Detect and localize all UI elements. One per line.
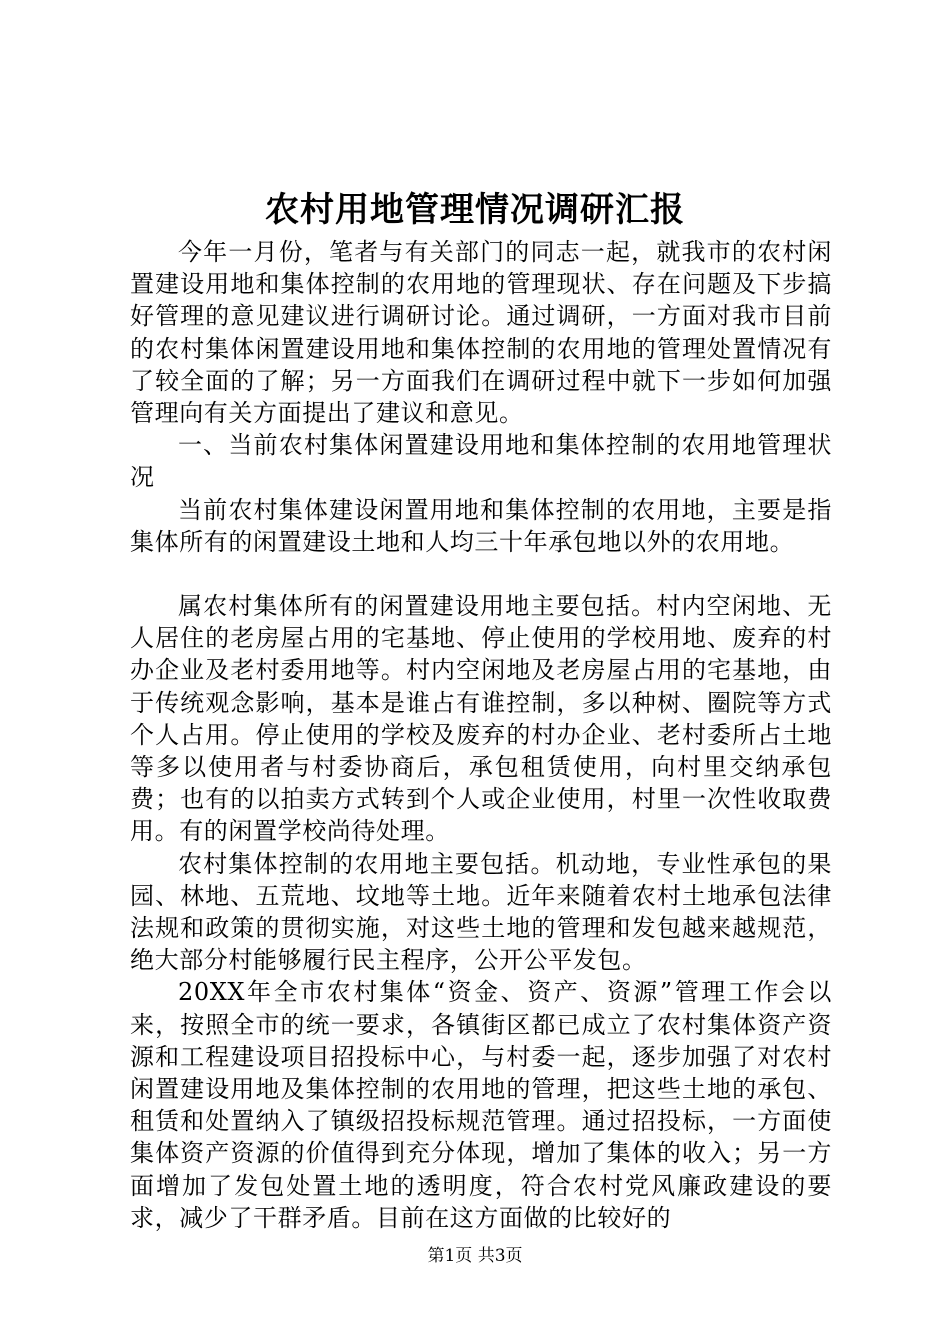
paragraph-idle-construction-land: 属农村集体所有的闲置建设用地主要包括。村内空闲地、无人居住的老房屋占用的宅基地、停止使用的学校用地、废弃的村办企业及老村委用地等。村内空闲地及老房屋占用的宅基地，由于传统观念影响，基本是谁占有谁控制，多以种树、圈院等方式个人占用。停止使用的学校及废弃的村办企业、老村委所占土地等多以使用者与村委协商后，承包租赁使用，向村里交纳承包费；也有的以拍卖方式转到个人或企业使用，村里一次性收取费用。有的闲置学校尚待处理。 (130, 592, 832, 846)
document-body (130, 236, 832, 1234)
page-footer: 第1页 共3页 (427, 1246, 523, 1266)
paragraph-definition: 当前农村集体建设闲置用地和集体控制的农用地，主要是指集体所有的闲置建设土地和人均三十年承包地以外的农用地。 (130, 495, 832, 556)
section-heading-1: 一、当前农村集体闲置建设用地和集体控制的农用地管理状况 (130, 431, 832, 492)
paragraph-collective-farmland: 农村集体控制的农用地主要包括。机动地，专业性承包的果园、林地、五荒地、坟地等土地。近年来随着农村土地承包法律法规和政策的贯彻实施，对这些土地的管理和发包越来越规范，绝大部分村能够履行民主程序，公开公平发包。 (130, 849, 832, 975)
document-title: 农村用地管理情况调研汇报 (265, 190, 685, 230)
paragraph-management-progress: 20XX年全市农村集体“资金、资产、资源”管理工作会以来，按照全市的统一要求，各镇街区都已成立了农村集体资产资源和工程建设项目招投标中心，与村委一起，逐步加强了对农村闲置建设用地及集体控制的农用地的管理，把这些土地的承包、租赁和处置纳入了镇级招投标规范管理。通过招投标，一方面使集体资产资源的价值得到充分体现，增加了集体的收入；另一方面增加了发包处置土地的透明度，符合农村党风廉政建设的要求，减少了干群矛盾。目前在这方面做的比较好的 (130, 978, 832, 1232)
paragraph-intro: 今年一月份，笔者与有关部门的同志一起，就我市的农村闲置建设用地和集体控制的农用地的管理现状、存在问题及下步搞好管理的意见建议进行调研讨论。通过调研，一方面对我市目前的农村集体闲置建设用地和集体控制的农用地的管理处置情况有了较全面的了解；另一方面我们在调研过程中就下一步如何加强管理向有关方面提出了建议和意见。 (130, 238, 832, 428)
